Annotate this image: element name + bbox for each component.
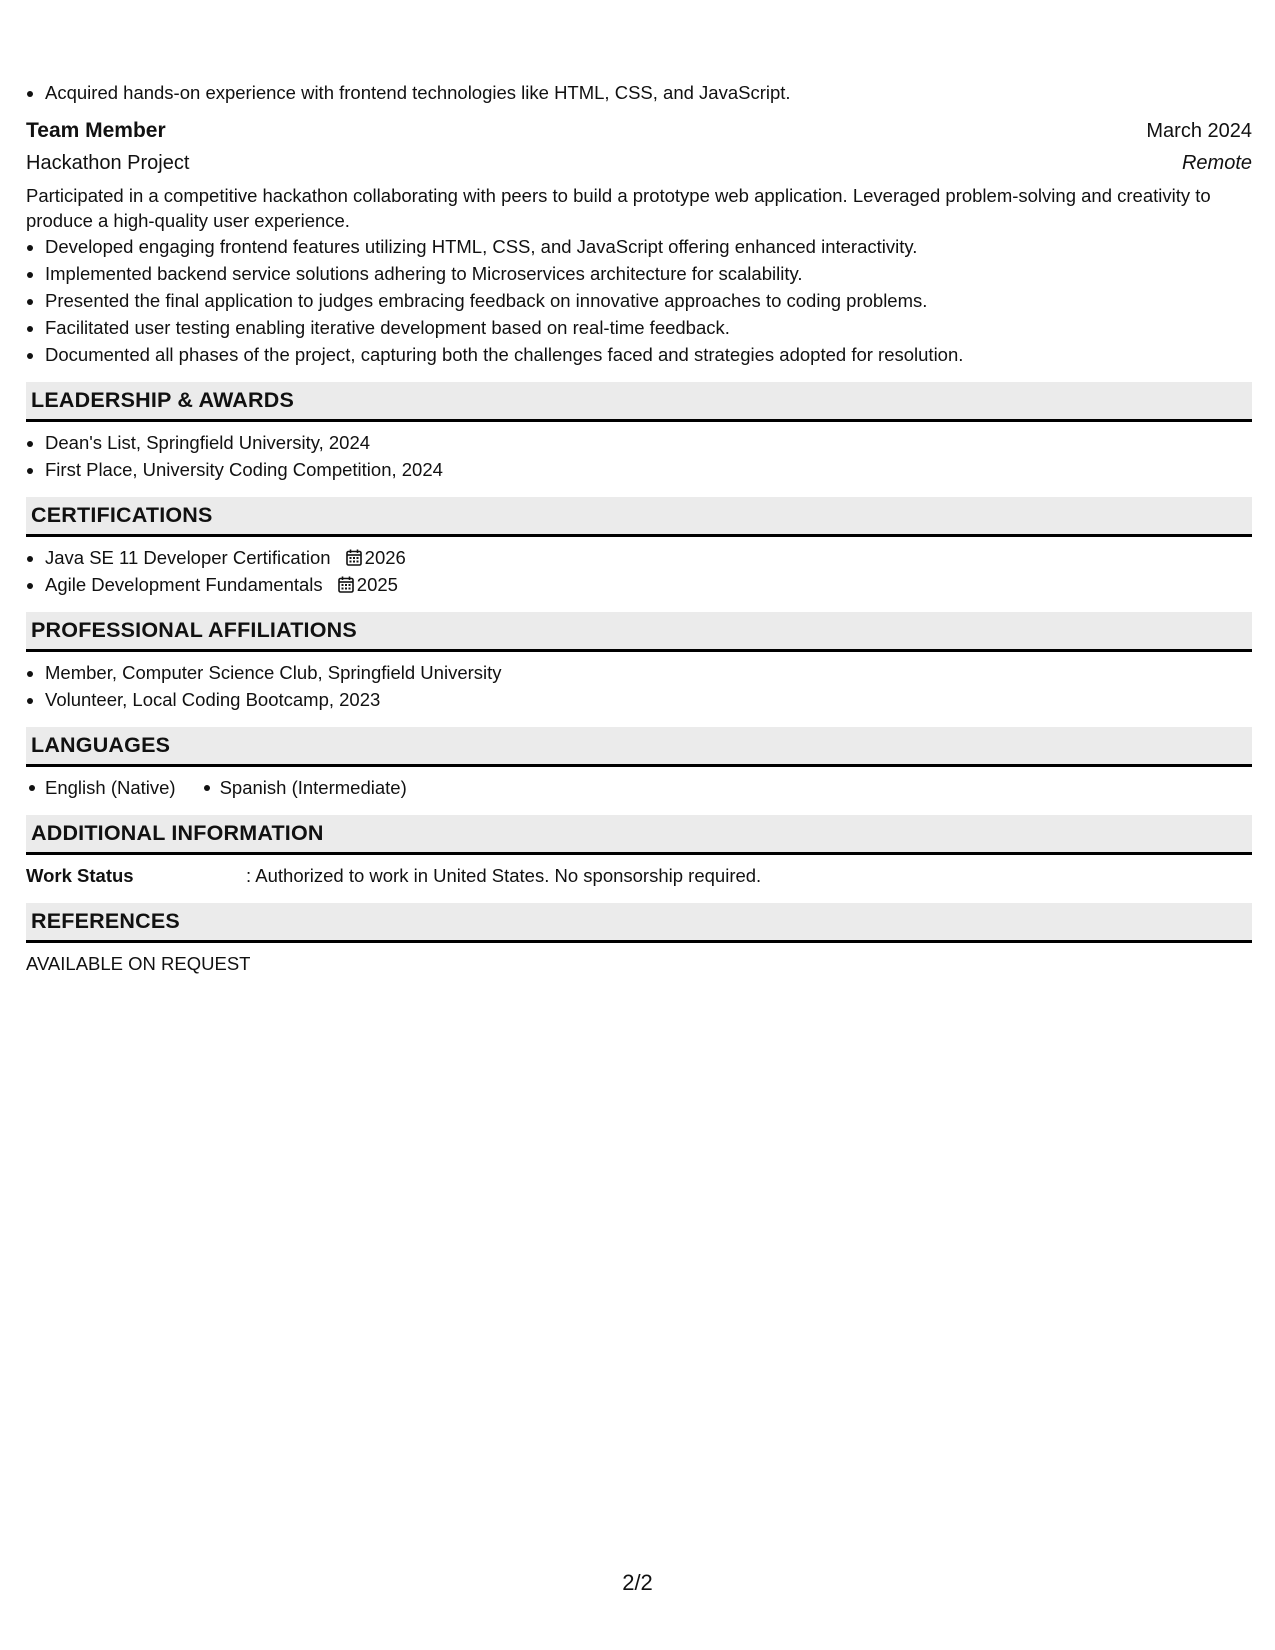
section-heading: LANGUAGES bbox=[26, 727, 1252, 767]
leadership-section bbox=[26, 382, 1252, 483]
section-heading: ADDITIONAL INFORMATION bbox=[26, 815, 1252, 855]
certification-name: Agile Development Fundamentals bbox=[45, 574, 323, 595]
references-section bbox=[26, 903, 1252, 977]
section-heading: LEADERSHIP & AWARDS bbox=[26, 382, 1252, 422]
leadership-list bbox=[26, 429, 1252, 483]
certifications-list bbox=[26, 544, 1252, 598]
affiliations-section bbox=[26, 612, 1252, 713]
list-item: • Facilitated user testing enabling iterative development based on real-time feedback. bbox=[45, 314, 1252, 341]
section-heading: REFERENCES bbox=[26, 903, 1252, 943]
job-bullets bbox=[26, 233, 1252, 368]
previous-job-bullets bbox=[26, 79, 1252, 106]
job-subheader bbox=[26, 148, 1252, 178]
section-heading: PROFESSIONAL AFFILIATIONS bbox=[26, 612, 1252, 652]
calendar-icon bbox=[346, 549, 362, 566]
language-item: Spanish (Intermediate) bbox=[201, 774, 407, 801]
list-item: • Implemented backend service solutions adhering to Microservices architecture for scalability. bbox=[45, 260, 1252, 287]
certifications-section bbox=[26, 497, 1252, 598]
certification-item bbox=[45, 571, 1252, 598]
certification-name: Java SE 11 Developer Certification bbox=[45, 547, 331, 568]
languages-list bbox=[26, 774, 1252, 801]
references-text: AVAILABLE ON REQUEST bbox=[26, 953, 251, 974]
work-status-row bbox=[26, 862, 1252, 889]
affiliations-list bbox=[26, 659, 1252, 713]
certification-year: 2026 bbox=[364, 547, 406, 568]
certification-year: 2025 bbox=[356, 574, 398, 595]
job-description: Participated in a competitive hackathon collaborating with peers to build a prototype web application. Leveraged problem-solving and creativity to produce a high-quality user experience. bbox=[26, 185, 1211, 231]
job-location: Remote bbox=[1181, 152, 1252, 174]
list-item: • Volunteer, Local Coding Bootcamp, 2023 bbox=[45, 686, 1252, 713]
job-organization: Hackathon Project bbox=[26, 152, 190, 174]
additional-info-section bbox=[26, 815, 1252, 889]
job-header bbox=[26, 116, 1252, 146]
list-item: • Presented the final application to judges embracing feedback on innovative approaches to coding problems. bbox=[45, 287, 1252, 314]
list-item: • Acquired hands-on experience with frontend technologies like HTML, CSS, and JavaScript. bbox=[45, 79, 1252, 106]
languages-section bbox=[26, 727, 1252, 801]
job-date: March 2024 bbox=[1146, 120, 1252, 142]
list-item: • Dean's List, Springfield University, 2024 bbox=[45, 429, 1252, 456]
list-item: • Documented all phases of the project, capturing both the challenges faced and strategies adopted for resolution. bbox=[45, 341, 1252, 368]
list-item: • First Place, University Coding Competition, 2024 bbox=[45, 456, 1252, 483]
language-item: English (Native) bbox=[26, 774, 176, 801]
work-status-value: : Authorized to work in United States. No sponsorship required. bbox=[246, 865, 762, 886]
page-number: 2/2 bbox=[622, 1570, 653, 1595]
work-status-label: Work Status bbox=[26, 865, 134, 886]
section-heading: CERTIFICATIONS bbox=[26, 497, 1252, 537]
calendar-icon bbox=[338, 576, 354, 593]
certification-item bbox=[45, 544, 1252, 571]
resume-page bbox=[26, 0, 1252, 977]
job-title: Team Member bbox=[26, 119, 166, 142]
list-item: • Member, Computer Science Club, Springfield University bbox=[45, 659, 1252, 686]
list-item: • Developed engaging frontend features utilizing HTML, CSS, and JavaScript offering enhanced interactivity. bbox=[45, 233, 1252, 260]
